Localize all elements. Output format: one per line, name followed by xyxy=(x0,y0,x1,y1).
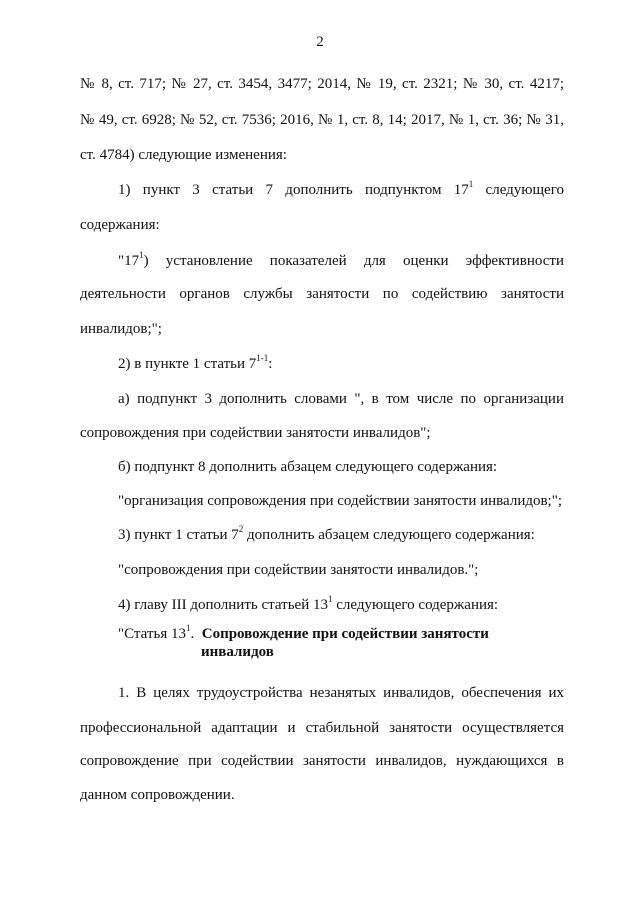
text-line: сопровождение при содействии занятости инвалидов, нуждающихся в xyxy=(80,753,564,769)
article-heading: "Статья $13^1$. Сопровождение при содействии занятости xyxy=(118,623,489,642)
text-line: "сопровождения при содействии занятости инвалидов."; xyxy=(118,562,479,578)
text-line: № 49, ст. 6928; № 52, ст. 7536; 2016, № 1, ст. 8, 14; 2017, № 1, ст. 36; № 31, xyxy=(80,112,564,128)
text-line: 1) пункт 3 статьи 7 дополнить подпунктом $17^1$ следующего xyxy=(118,179,564,198)
article-title-cont: инвалидов xyxy=(201,644,274,660)
text-line: данном сопровождении. xyxy=(80,787,235,803)
text-line: содержания: xyxy=(80,217,160,233)
text-line: "организация сопровождения при содействии занятости инвалидов;"; xyxy=(118,493,563,509)
text-line: 1. В целях трудоустройства незанятых инвалидов, обеспечения их xyxy=(118,685,564,701)
text-line: 4) главу III дополнить статьей $13^1$ следующего содержания: xyxy=(118,594,499,613)
text-line: 3) пункт 1 статьи $7^2$ дополнить абзацем следующего содержания: xyxy=(118,524,535,543)
page-number: 2 xyxy=(316,34,324,50)
text-line: 2) в пункте 1 статьи 7$^{1-1}$: xyxy=(118,353,273,372)
text-line: инвалидов;"; xyxy=(80,321,162,337)
text-line: ст. 4784) следующие изменения: xyxy=(80,147,287,163)
text-line: "$17^1$) установление показателей для оценки эффективности xyxy=(118,250,564,269)
text-line: сопровождения при содействии занятости инвалидов"; xyxy=(80,425,431,441)
text-line: № 8, ст. 717; № 27, ст. 3454, 3477; 2014, № 19, ст. 2321; № 30, ст. 4217; xyxy=(80,76,564,92)
text-line: а) подпункт 3 дополнить словами ", в том числе по организации xyxy=(118,391,564,407)
text-line: профессиональной адаптации и стабильной занятости осуществляется xyxy=(80,720,564,736)
article-title: Сопровождение при содействии занятости xyxy=(201,626,489,642)
text-line: деятельности органов службы занятости по содействию занятости xyxy=(80,286,564,302)
text-line: б) подпункт 8 дополнить абзацем следующего содержания: xyxy=(118,459,498,475)
